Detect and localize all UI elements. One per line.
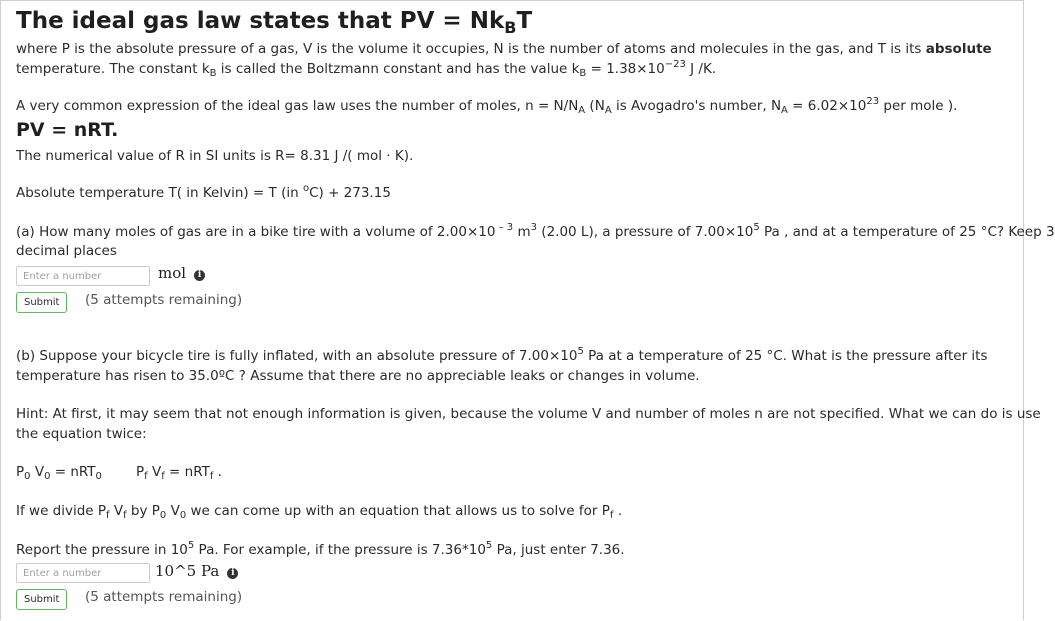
info-icon[interactable]: i <box>227 568 238 579</box>
part-b-attempts-remaining: (5 attempts remaining) <box>85 589 243 605</box>
part-a-submit-button[interactable]: Submit <box>16 292 67 313</box>
part-b-question-line-2: temperature has risen to 35.0ºC ? Assume that there are no appreciable leaks or changes in volume. <box>16 368 700 384</box>
part-a-attempts-remaining: (5 attempts remaining) <box>85 292 243 308</box>
hint-line-1: Hint: At first, it may seem that not enough information is given, because the volume V and number of moles n are not specified. What we can do is use <box>16 406 1041 422</box>
absolute-temperature-text: Absolute temperature T( in Kelvin) = T (in $^o$C) + 273.15 <box>16 183 391 201</box>
equation-final-state: $P_f$ $V_f = nRT_f$ . <box>136 464 222 482</box>
part-b-question-line-1: (b) Suppose your bicycle tire is fully inflated, with an absolute pressure of $7.00\times 10^5$ Pa at a temperature of 25 °C. What is the pressure after its <box>16 346 988 364</box>
part-a-question-line-1: (a) How many moles of gas are in a bike tire with a volume of 2.00×10 $^{- 3}$ $m^3$ (2.00 L), a pressure of $7.00\times 10^5$ Pa , and at a temperature of 25 °C? Keep 3 <box>16 222 1055 240</box>
r-value-text: The numerical value of R in SI units is R= 8.31 J /( mol · K). <box>16 148 414 164</box>
hint-line-2: the equation twice: <box>16 426 147 442</box>
info-icon[interactable]: i <box>194 270 205 281</box>
report-instruction: Report the pressure in $10^5$ Pa. For example, if the pressure is $7.36*10^5$ Pa, just enter 7.36. <box>16 540 625 558</box>
divide-instruction: If we divide $P_f$ $V_f$ by $P_0$ $V_0$ we can come up with an equation that allows us to solve for $P_f$ . <box>16 503 623 521</box>
intro-line-1: where P is the absolute pressure of a gas, V is the volume it occupies, N is the number of atoms and molecules in the gas, and T is its absolute <box>16 41 992 57</box>
intro-line-2: temperature. The constant $k_B$ is called the Boltzmann constant and has the value $k_B = 1.38\times 10^{-23}$ J /K. <box>16 59 717 79</box>
equation-initial-state: $P_0$ $V_0 = nRT_0$ <box>16 464 102 482</box>
part-b-unit-label: 10^5 Pa i <box>155 562 238 580</box>
part-b-submit-button[interactable]: Submit <box>16 589 67 610</box>
pv-nrt-heading: PV = nRT. <box>16 119 119 141</box>
moles-expression: A very common expression of the ideal gas law uses the number of moles, $n = N/N_A$ ($N_A$ is Avogadro's number, $N_A = 6.02\times 10^{23}$ per mole ). <box>16 96 958 116</box>
part-a-unit-label: mol i <box>158 264 205 282</box>
part-a-answer-input[interactable] <box>16 266 150 286</box>
part-b-answer-input[interactable] <box>16 563 150 583</box>
part-a-question-line-2: decimal places <box>16 243 117 259</box>
page-title: The ideal gas law states that PV = $Nk_BT$ <box>16 8 533 37</box>
